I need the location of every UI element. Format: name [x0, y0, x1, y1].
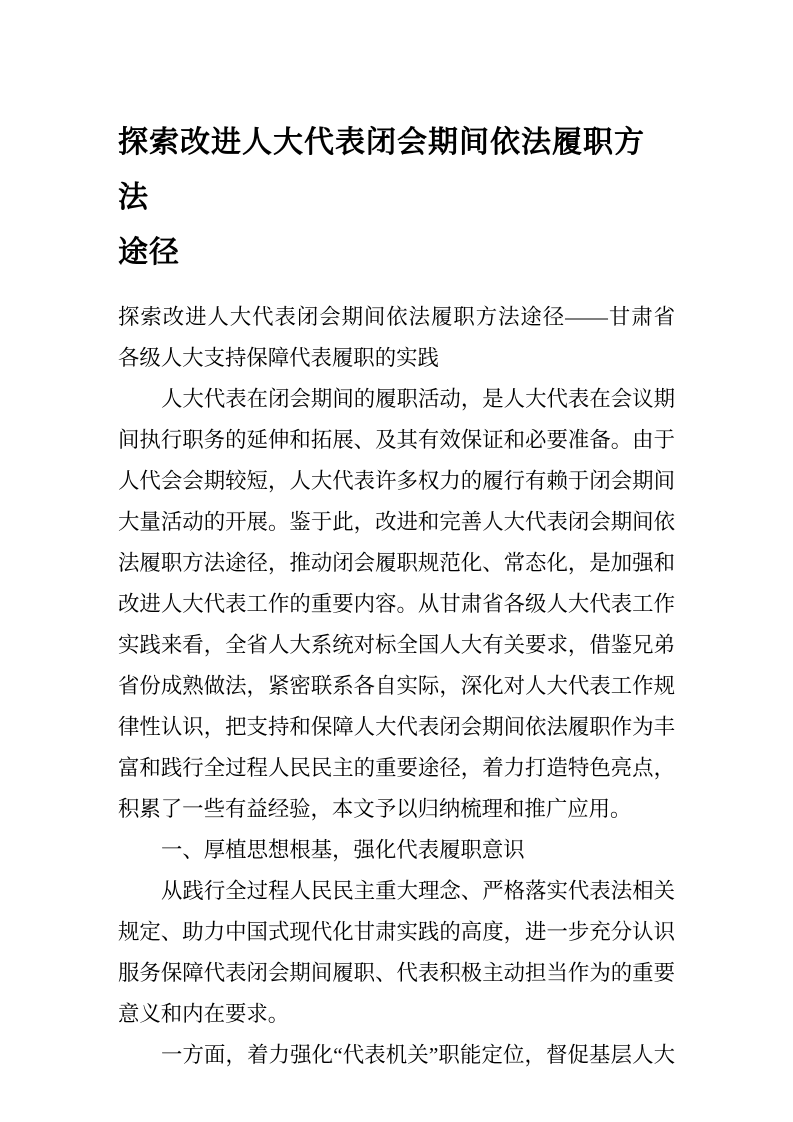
subtitle-line: 探索改进人大代表闭会期间依法履职方法途径——甘肃省 [118, 305, 675, 329]
subtitle-paragraph [118, 297, 675, 379]
body-line: 省份成熟做法，紧密联系各自实际，深化对人大代表工作规 [118, 674, 675, 698]
subtitle-line: 各级人大支持保障代表履职的实践 [118, 346, 439, 370]
body-line: 人大代表在闭会期间的履职活动，是人大代表在会议期 [161, 387, 675, 411]
body-line: 大量活动的开展。鉴于此，改进和完善人大代表闭会期间依 [118, 510, 675, 534]
body-line: 富和践行全过程人民民主的重要途径，着力打造特色亮点， [118, 756, 675, 780]
body-line: 积累了一些有益经验，本文予以归纳梳理和推广应用。 [118, 797, 632, 821]
title-line: 途径 [118, 236, 180, 269]
body-line: 律性认识，把支持和保障人大代表闭会期间依法履职作为丰 [118, 715, 675, 739]
body-paragraph [118, 379, 675, 830]
body-line: 服务保障代表闭会期间履职、代表积极主动担当作为的重要 [118, 961, 675, 985]
document-body [118, 297, 675, 1076]
body-paragraph [118, 1035, 675, 1076]
body-line: 人代会会期较短，人大代表许多权力的履行有赖于闭会期间 [118, 469, 675, 493]
body-line: 法履职方法途径，推动闭会履职规范化、常态化，是加强和 [118, 551, 675, 575]
section-heading [118, 830, 675, 871]
section-heading-line: 一、厚植思想根基，强化代表履职意识 [161, 838, 525, 862]
body-paragraph [118, 871, 675, 1035]
body-line: 规定、助力中国式现代化甘肃实践的高度，进一步充分认识 [118, 920, 675, 944]
body-line: 间执行职务的延伸和拓展、及其有效保证和必要准备。由于 [118, 428, 675, 452]
body-line: 改进人大代表工作的重要内容。从甘肃省各级人大代表工作 [118, 592, 675, 616]
body-line: 实践来看，全省人大系统对标全国人大有关要求，借鉴兄弟 [118, 633, 675, 657]
body-line: 意义和内在要求。 [118, 1002, 290, 1026]
title-line: 探索改进人大代表闭会期间依法履职方法 [118, 126, 645, 214]
body-line: 从践行全过程人民民主重大理念、严格落实代表法相关 [161, 879, 675, 903]
document-title [118, 115, 675, 280]
body-line: 一方面，着力强化“代表机关”职能定位，督促基层人大 [161, 1043, 675, 1067]
